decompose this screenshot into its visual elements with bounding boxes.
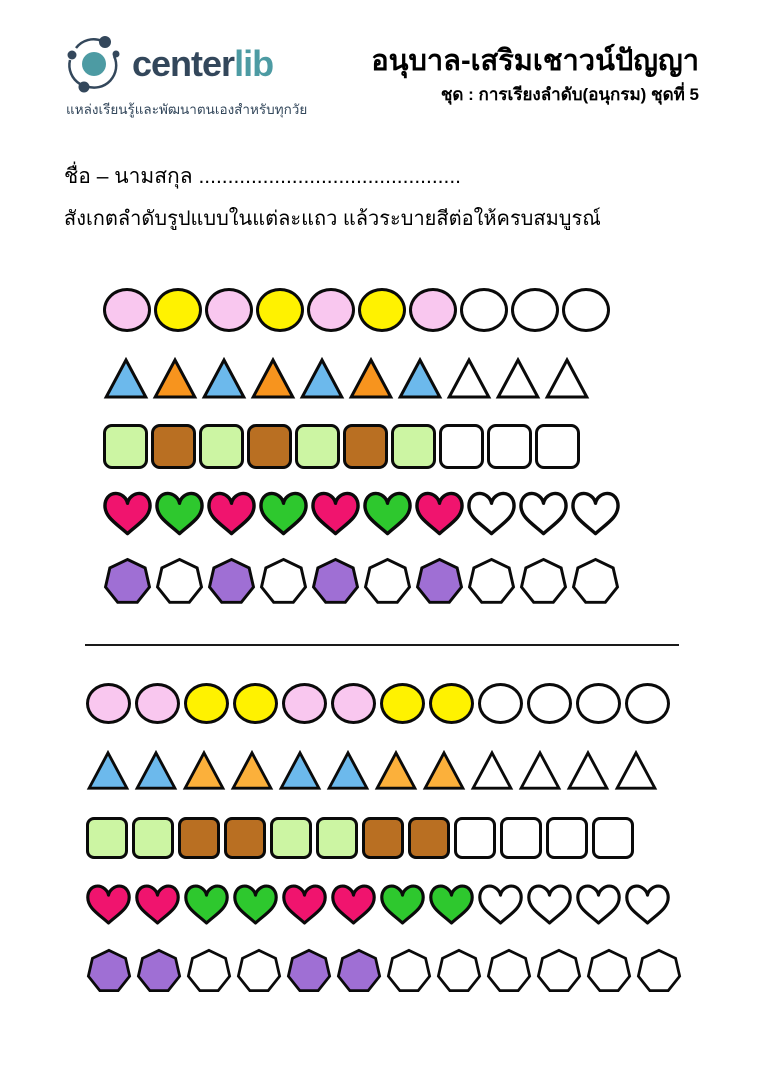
circle-shape	[511, 288, 559, 332]
heart-shape	[363, 488, 412, 540]
heptagon-shape	[571, 557, 620, 607]
circle-shape	[478, 683, 523, 724]
heptagon-shape	[155, 557, 204, 607]
square-shape	[270, 817, 312, 859]
heart-shape	[467, 488, 516, 540]
square-shape	[546, 817, 588, 859]
pattern-row-heart	[103, 490, 620, 538]
triangle-shape	[250, 357, 296, 400]
heart-shape	[380, 881, 425, 929]
circle-shape	[625, 683, 670, 724]
square-shape	[535, 424, 580, 469]
circle-shape	[429, 683, 474, 724]
square-shape	[316, 817, 358, 859]
heart-shape	[207, 488, 256, 540]
triangle-shape	[201, 357, 247, 400]
heart-shape	[576, 881, 621, 929]
circle-shape	[331, 683, 376, 724]
triangle-shape	[348, 357, 394, 400]
triangle-shape	[152, 357, 198, 400]
heart-shape	[311, 488, 360, 540]
triangle-shape	[446, 357, 492, 400]
pattern-section-2	[86, 681, 682, 1016]
heptagon-shape	[186, 948, 232, 995]
heptagon-shape	[415, 557, 464, 607]
triangle-shape	[134, 750, 178, 791]
triangle-shape	[326, 750, 370, 791]
heptagon-shape	[311, 557, 360, 607]
circle-shape	[460, 288, 508, 332]
heptagon-shape	[519, 557, 568, 607]
triangle-shape	[86, 750, 130, 791]
centerlib-logo	[62, 34, 307, 120]
worksheet-subtitle: ชุด : การเรียงลำดับ(อนุกรม) ชุดที่ 5	[440, 84, 699, 104]
triangle-shape	[566, 750, 610, 791]
triangle-shape	[422, 750, 466, 791]
circle-shape	[233, 683, 278, 724]
square-shape	[500, 817, 542, 859]
square-shape	[178, 817, 220, 859]
heart-shape	[282, 881, 327, 929]
circle-shape	[282, 683, 327, 724]
heart-shape	[571, 488, 620, 540]
heptagon-shape	[386, 948, 432, 995]
square-shape	[343, 424, 388, 469]
heptagon-shape	[636, 948, 682, 995]
triangle-shape	[614, 750, 658, 791]
triangle-shape	[278, 750, 322, 791]
heart-shape	[527, 881, 572, 929]
circle-shape	[205, 288, 253, 332]
pattern-row-heart	[86, 882, 682, 927]
square-shape	[408, 817, 450, 859]
heart-shape	[478, 881, 523, 929]
heptagon-shape	[286, 948, 332, 995]
heart-shape	[155, 488, 204, 540]
heptagon-shape	[586, 948, 632, 995]
heptagon-shape	[467, 557, 516, 607]
heptagon-shape	[86, 948, 132, 995]
heart-shape	[331, 881, 376, 929]
brand-tagline: แหล่งเรียนรู้และพัฒนาตนเองสำหรับทุกวัย	[66, 102, 308, 117]
heart-shape	[415, 488, 464, 540]
worksheet-title-block	[371, 44, 699, 108]
heart-shape	[259, 488, 308, 540]
circle-shape	[562, 288, 610, 332]
square-shape	[103, 424, 148, 469]
pattern-row-triangle	[103, 354, 620, 402]
heptagon-shape	[236, 948, 282, 995]
heart-shape	[429, 881, 474, 929]
square-shape	[247, 424, 292, 469]
section-divider-line	[85, 644, 679, 646]
triangle-shape	[495, 357, 541, 400]
heptagon-shape	[336, 948, 382, 995]
brand-lib: lib	[234, 43, 274, 84]
square-shape	[295, 424, 340, 469]
heart-shape	[184, 881, 229, 929]
heptagon-shape	[103, 557, 152, 607]
circle-shape	[86, 683, 131, 724]
pattern-row-circle	[103, 286, 620, 334]
circle-shape	[256, 288, 304, 332]
square-shape	[151, 424, 196, 469]
triangle-shape	[544, 357, 590, 400]
heptagon-shape	[136, 948, 182, 995]
square-shape	[86, 817, 128, 859]
pattern-section-1	[103, 286, 620, 626]
triangle-shape	[182, 750, 226, 791]
centerlib-logo-icon	[62, 34, 126, 94]
worksheet-title: อนุบาล-เสริมเชาวน์ปัญญา	[371, 45, 699, 77]
square-shape	[592, 817, 634, 859]
triangle-shape	[374, 750, 418, 791]
pattern-row-heptagon	[103, 558, 620, 606]
heart-shape	[519, 488, 568, 540]
student-name-line: ชื่อ – นามสกุล .............................................	[64, 165, 461, 188]
triangle-shape	[230, 750, 274, 791]
heptagon-shape	[536, 948, 582, 995]
brand-center: center	[132, 43, 235, 84]
heptagon-shape	[207, 557, 256, 607]
heart-shape	[86, 881, 131, 929]
pattern-row-square	[103, 422, 620, 470]
heptagon-shape	[259, 557, 308, 607]
heptagon-shape	[363, 557, 412, 607]
circle-shape	[307, 288, 355, 332]
heptagon-shape	[486, 948, 532, 995]
circle-shape	[154, 288, 202, 332]
square-shape	[391, 424, 436, 469]
heart-shape	[625, 881, 670, 929]
heart-shape	[103, 488, 152, 540]
square-shape	[224, 817, 266, 859]
square-shape	[199, 424, 244, 469]
instruction-text: สังเกตลำดับรูปแบบในแต่ละแถว แล้วระบายสีต่อให้ครบสมบูรณ์	[64, 208, 601, 230]
triangle-shape	[470, 750, 514, 791]
square-shape	[487, 424, 532, 469]
pattern-row-heptagon	[86, 949, 682, 994]
circle-shape	[358, 288, 406, 332]
pattern-row-square	[86, 815, 682, 860]
triangle-shape	[299, 357, 345, 400]
pattern-row-triangle	[86, 748, 682, 793]
circle-shape	[135, 683, 180, 724]
heptagon-shape	[436, 948, 482, 995]
square-shape	[362, 817, 404, 859]
heart-shape	[135, 881, 180, 929]
pattern-row-circle	[86, 681, 682, 726]
circle-shape	[527, 683, 572, 724]
square-shape	[132, 817, 174, 859]
triangle-shape	[103, 357, 149, 400]
heart-shape	[233, 881, 278, 929]
triangle-shape	[518, 750, 562, 791]
circle-shape	[380, 683, 425, 724]
square-shape	[439, 424, 484, 469]
circle-shape	[184, 683, 229, 724]
circle-shape	[409, 288, 457, 332]
triangle-shape	[397, 357, 443, 400]
square-shape	[454, 817, 496, 859]
circle-shape	[576, 683, 621, 724]
circle-shape	[103, 288, 151, 332]
brand-wordmark	[132, 43, 274, 84]
